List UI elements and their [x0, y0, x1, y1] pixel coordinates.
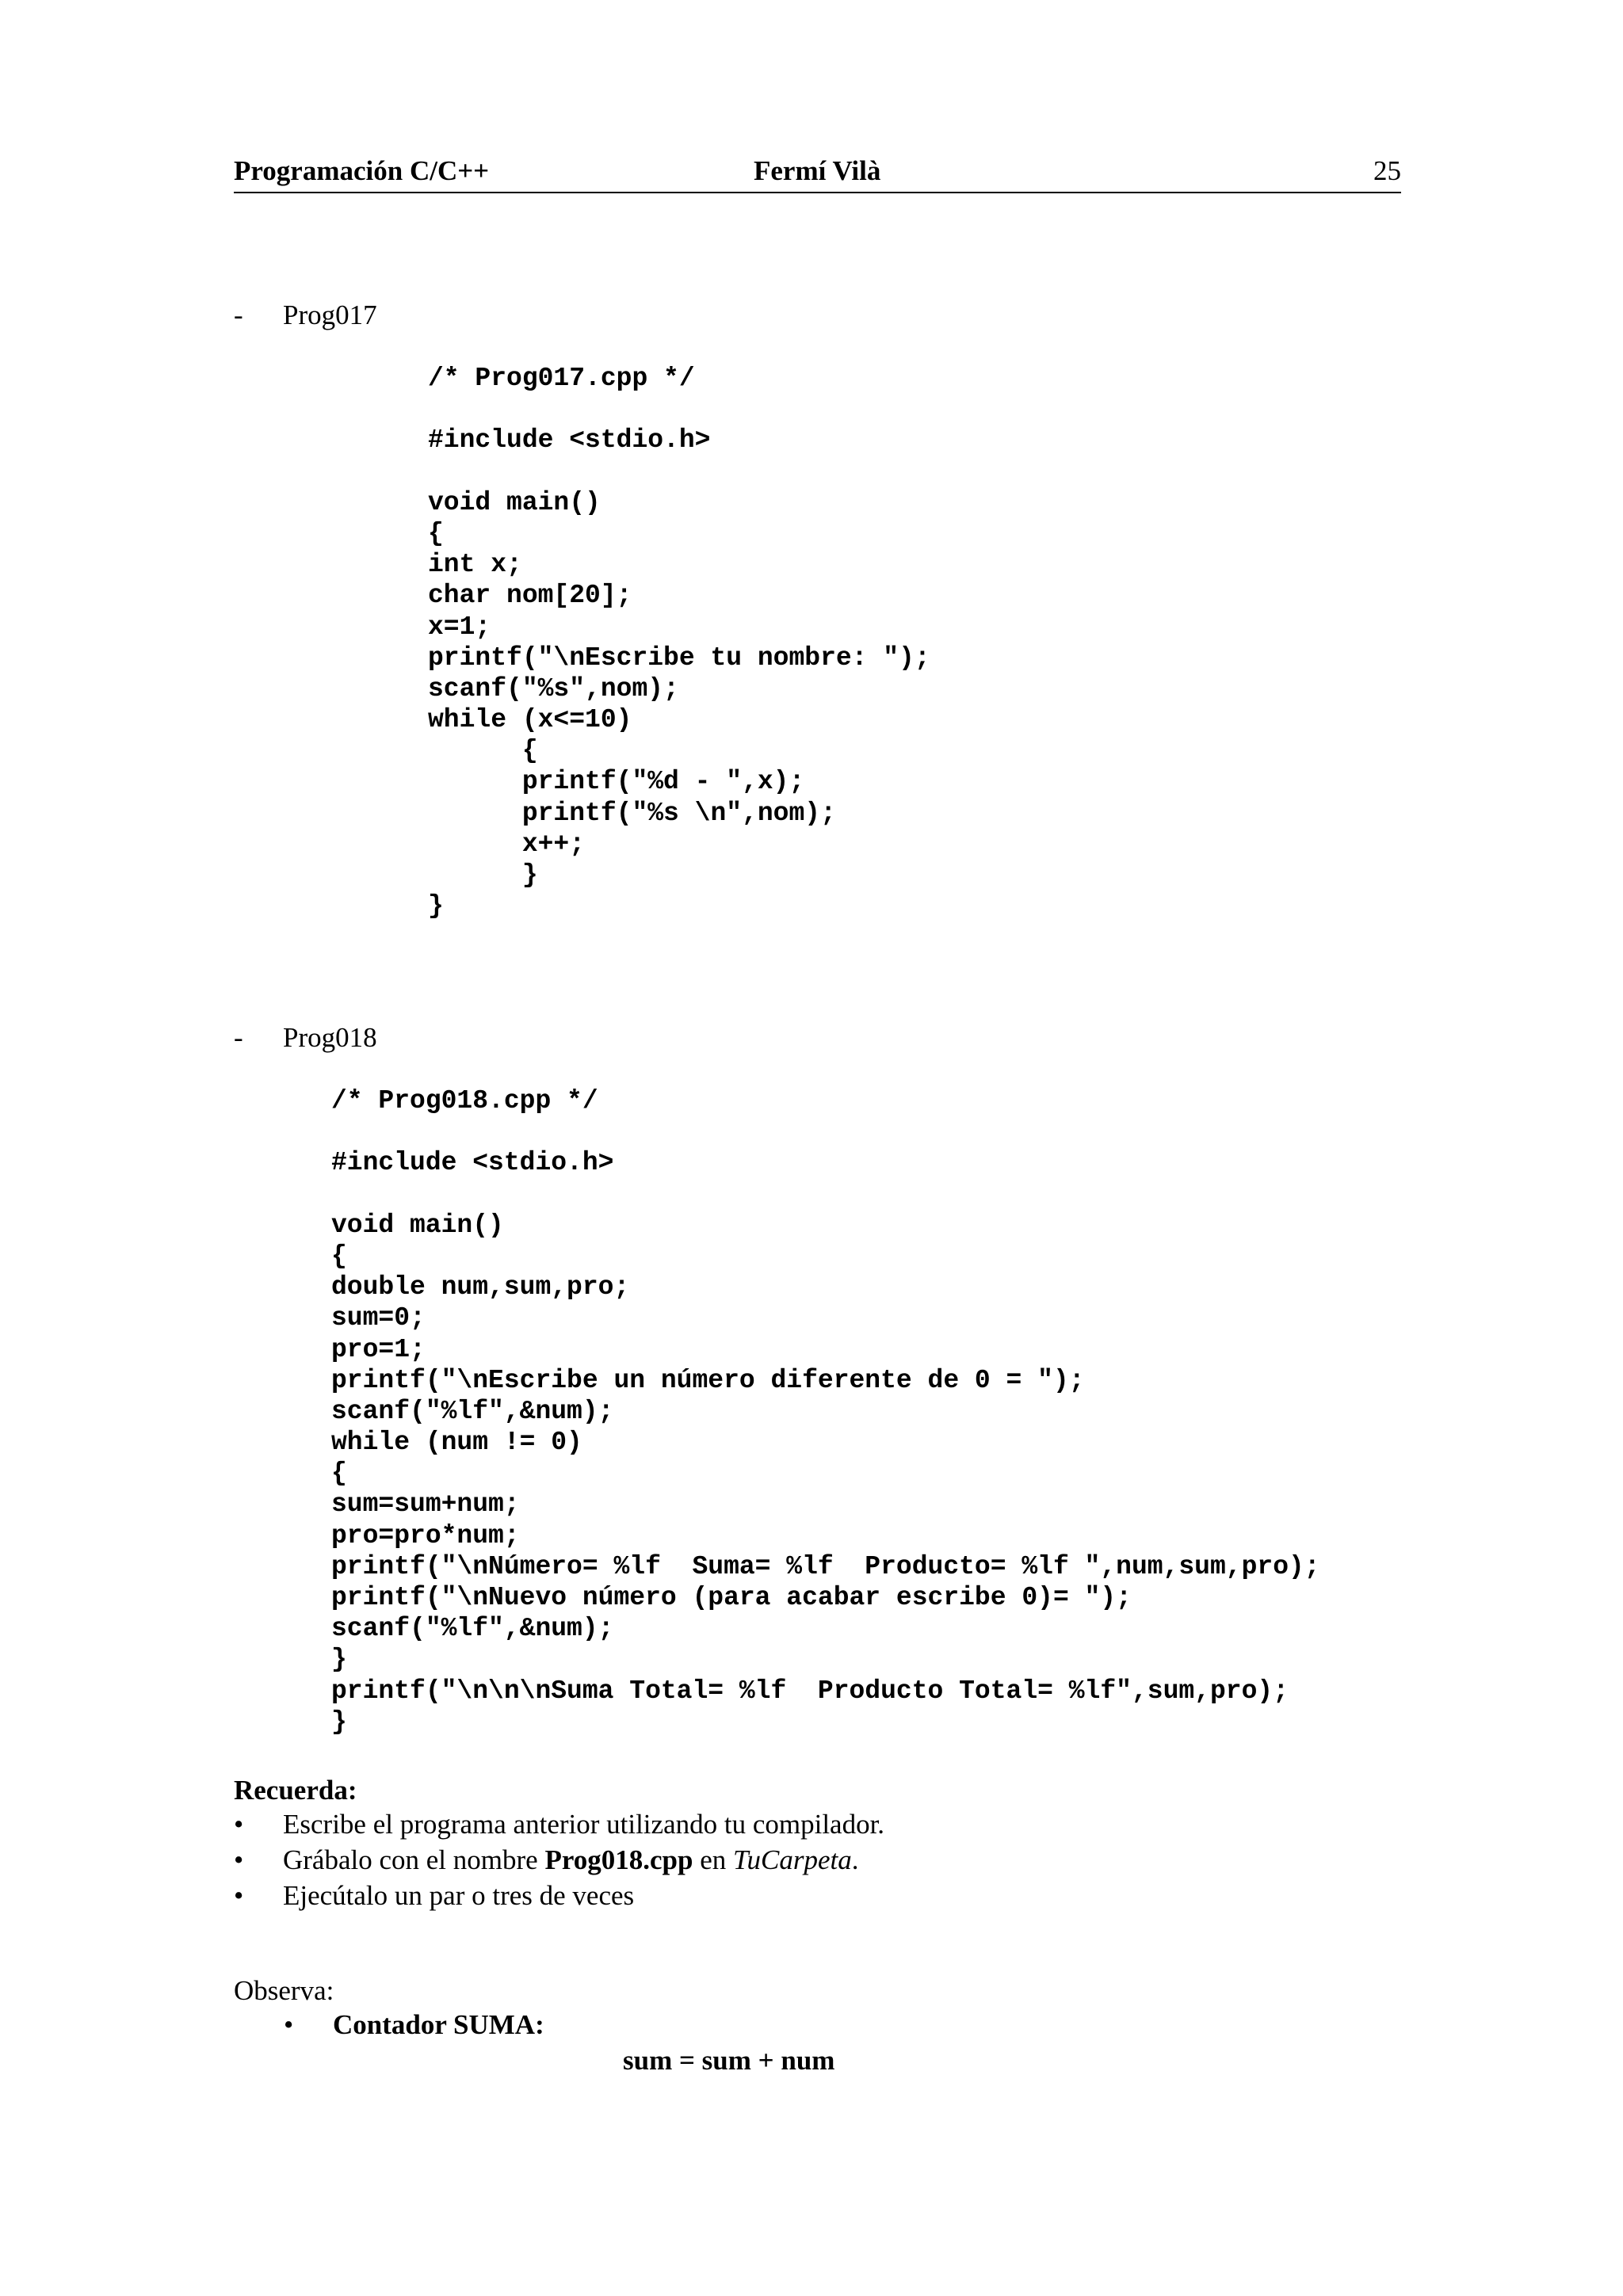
- formula: sum = sum + num: [623, 2045, 835, 2076]
- code-line: {: [331, 1459, 347, 1489]
- code-line: sum=0;: [331, 1303, 426, 1333]
- file-name: Prog018.cpp: [544, 1844, 693, 1875]
- code-line: #include <stdio.h>: [331, 1148, 614, 1178]
- code-block-prog018: [331, 1085, 1320, 1737]
- list-item: [234, 1806, 884, 1842]
- code-line: /* Prog018.cpp */: [331, 1086, 598, 1116]
- code-line: while (num != 0): [331, 1428, 582, 1458]
- code-line: /* Prog017.cpp */: [428, 364, 695, 393]
- list-item: [234, 1878, 884, 1913]
- code-line: while (x<=10): [428, 705, 632, 735]
- code-blank-line: [331, 1116, 1320, 1147]
- code-line: sum=sum+num;: [331, 1489, 520, 1520]
- list-item: [284, 2007, 544, 2042]
- code-blank-line: [428, 394, 930, 425]
- list-item-text: en: [693, 1844, 733, 1875]
- code-block-prog017: [428, 363, 930, 921]
- section-title: Prog018: [283, 1022, 377, 1053]
- code-line: x++;: [428, 829, 586, 859]
- code-line: }: [331, 1645, 347, 1675]
- code-line: {: [331, 1241, 347, 1271]
- section-dash: -: [234, 1022, 243, 1053]
- list-item: [234, 1842, 884, 1878]
- bullet-icon: •: [234, 1880, 244, 1911]
- code-line: printf("%d - ",x);: [428, 767, 805, 797]
- page-header: [234, 155, 1401, 193]
- recuerda-list: [234, 1806, 884, 1913]
- bullet-icon: •: [234, 1809, 244, 1840]
- code-line: pro=pro*num;: [331, 1520, 520, 1550]
- code-line: char nom[20];: [428, 581, 632, 611]
- code-line: printf("%s \n",nom);: [428, 798, 836, 828]
- code-line: {: [428, 518, 444, 548]
- code-line: printf("\nNuevo número (para acabar escribe 0)= ");: [331, 1583, 1132, 1612]
- code-line: scanf("%lf",&num);: [331, 1614, 614, 1644]
- code-line: void main(): [428, 487, 601, 517]
- list-item-text: Contador SUMA:: [333, 2009, 544, 2040]
- header-author: Fermí Vilà: [754, 155, 881, 186]
- code-line: int x;: [428, 550, 522, 580]
- bullet-icon: •: [234, 1844, 244, 1875]
- code-line: }: [428, 860, 538, 890]
- list-item-text: Grábalo con el nombre: [283, 1844, 545, 1875]
- code-blank-line: [428, 456, 930, 487]
- recuerda-heading: Recuerda:: [234, 1775, 357, 1806]
- code-line: printf("\nNúmero= %lf Suma= %lf Producto= %lf ",num,sum,pro);: [331, 1551, 1320, 1581]
- section-title: Prog017: [283, 299, 377, 330]
- code-line: printf("\nEscribe un número diferente de 0 = ");: [331, 1365, 1085, 1395]
- code-line: {: [428, 736, 538, 766]
- code-line: }: [331, 1707, 347, 1737]
- code-line: }: [428, 891, 444, 921]
- code-line: printf("\n\n\nSuma Total= %lf Producto Total= %lf",sum,pro);: [331, 1676, 1289, 1706]
- code-blank-line: [331, 1179, 1320, 1210]
- list-item-text: Ejecútalo un par o tres de veces: [283, 1880, 635, 1911]
- folder-name: TuCarpeta: [732, 1844, 852, 1875]
- observa-heading: Observa:: [234, 1975, 334, 2006]
- list-item-text: .: [851, 1844, 859, 1875]
- code-line: printf("\nEscribe tu nombre: ");: [428, 643, 930, 673]
- header-book-title: Programación C/C++: [234, 155, 490, 186]
- code-line: double num,sum,pro;: [331, 1272, 630, 1302]
- code-line: scanf("%s",nom);: [428, 673, 679, 704]
- code-line: scanf("%lf",&num);: [331, 1396, 614, 1426]
- bullet-icon: •: [284, 2009, 294, 2040]
- section-dash: -: [234, 299, 243, 330]
- list-item-text: Escribe el programa anterior utilizando tu compilador.: [283, 1809, 885, 1840]
- code-line: #include <stdio.h>: [428, 425, 711, 456]
- code-line: void main(): [331, 1210, 504, 1240]
- page-number: 25: [1373, 155, 1401, 186]
- observa-list: [284, 2007, 544, 2042]
- code-line: pro=1;: [331, 1334, 426, 1364]
- code-line: x=1;: [428, 612, 491, 642]
